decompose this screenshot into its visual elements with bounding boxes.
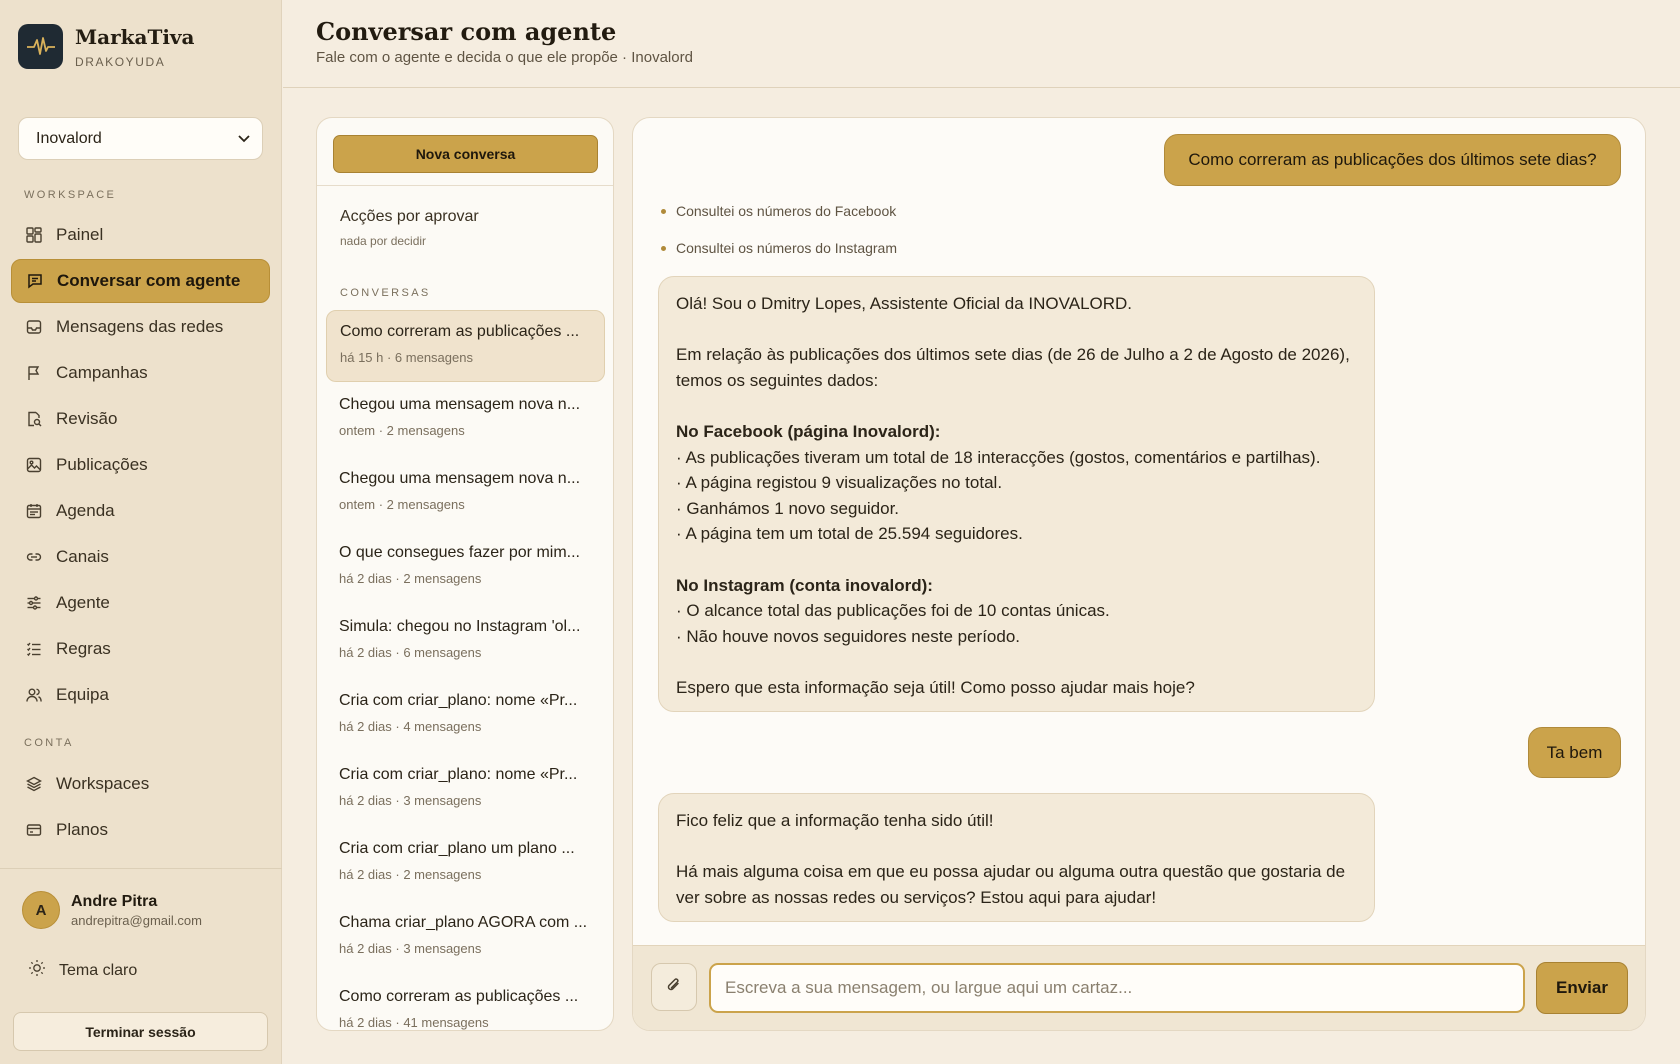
conversation-meta: há 2 dias · 6 mensagens [339,645,482,660]
conversation-item[interactable] [326,902,605,974]
agent-intro: Olá! Sou o Dmitry Lopes, Assistente Oficial da INOVALORD. [676,294,1133,313]
conversation-meta: há 2 dias · 2 mensagens [339,867,482,882]
facebook-point: · As publicações tiveram um total de 18 interacções (gostos, comentários e partilhas). [676,447,1321,467]
message-composer [633,945,1645,1031]
conversation-item[interactable] [326,754,605,826]
conversation-item[interactable] [326,976,605,1031]
sidebar-item-canais[interactable] [11,535,270,579]
conversation-meta: há 2 dias · 4 mensagens [339,719,482,734]
brand-subtitle: DRAKOYUDA [75,54,166,69]
divider [317,185,613,186]
sidebar-item-label: Planos [56,820,108,839]
sidebar-item-label: Conversar com agente [57,271,241,290]
account-section-label: CONTA [24,737,74,749]
agent-reply-line: Há mais alguma coisa em que eu possa ajudar ou alguma outra questão que gostaria de ver sobre as nossas redes ou serviços? Estou aqui para ajudar! [676,862,1346,907]
sliders-icon [25,594,43,612]
sidebar [0,0,282,1064]
user-profile[interactable] [22,891,202,929]
link-icon [25,548,43,566]
conversation-meta: há 2 dias · 3 mensagens [339,941,482,956]
new-conversation-button[interactable]: Nova conversa [333,135,598,173]
conversation-meta: há 2 dias · 2 mensagens [339,571,482,586]
chat-panel [632,117,1646,1031]
send-button[interactable]: Enviar [1536,962,1628,1014]
agent-reply-line: Fico feliz que a informação tenha sido útil! [676,811,994,830]
conversations-section-label: CONVERSAS [340,287,431,299]
bullet-icon [661,246,666,251]
conversation-meta: há 2 dias · 41 mensagens [339,1015,489,1030]
agent-period: Em relação às publicações dos últimos sete dias (de 26 de Julho a 2 de Agosto de 2026), temos os seguintes dados: [676,345,1350,390]
sidebar-item-publicacoes[interactable] [11,443,270,487]
sidebar-item-mensagens[interactable] [11,305,270,349]
page-subtitle: Fale com o agente e decida o que ele propõe · Inovalord [316,49,693,66]
pending-actions-title: Acções por aprovar [340,208,479,225]
brand-name: MarkaTiva [75,24,195,49]
theme-toggle[interactable] [28,959,137,982]
users-icon [25,686,43,704]
conversation-meta: ontem · 2 mensagens [339,497,465,512]
conversation-item[interactable] [326,384,605,456]
conversation-meta: há 15 h · 6 mensagens [340,350,473,365]
agent-message [658,276,1375,712]
sidebar-item-label: Agenda [56,501,115,520]
conversation-meta: há 2 dias · 3 mensagens [339,793,482,808]
sidebar-item-agente[interactable] [11,581,270,625]
sidebar-item-label: Mensagens das redes [56,317,224,336]
conversation-title: Chegou uma mensagem nova n... [339,470,581,487]
workspace-section-label: WORKSPACE [24,189,117,201]
sidebar-item-regras[interactable] [11,627,270,671]
conversation-item[interactable] [326,828,605,900]
tool-step-text: Consultei os números do Instagram [676,240,897,256]
sidebar-item-equipa[interactable] [11,673,270,717]
sidebar-item-label: Campanhas [56,363,148,382]
user-name: Andre Pitra [71,892,158,910]
conversation-item[interactable] [326,310,605,382]
review-icon [25,410,43,428]
image-icon [25,456,43,474]
sidebar-item-label: Revisão [56,409,118,428]
conversation-title: Como correram as publicações ... [339,988,579,1005]
sun-icon [28,959,46,982]
pending-actions[interactable] [340,208,479,248]
sidebar-item-label: Equipa [56,685,109,704]
avatar: A [22,891,60,929]
sidebar-item-painel[interactable] [11,213,270,257]
sidebar-item-label: Regras [56,639,111,658]
bullet-icon [661,209,666,214]
conversations-panel [316,117,614,1031]
instagram-point: · O alcance total das publicações foi de 10 contas únicas. [676,601,1110,621]
sidebar-item-label: Publicações [56,455,148,474]
sidebar-item-workspaces[interactable] [11,762,270,806]
conversation-meta: ontem · 2 mensagens [339,423,465,438]
user-message: Ta bem [1528,727,1621,778]
sidebar-item-label: Painel [56,225,104,244]
user-message: Como correram as publicações dos últimos sete dias? [1164,134,1621,186]
tool-step [661,240,897,256]
tool-step-text: Consultei os números do Facebook [676,203,897,219]
conversation-title: Simula: chegou no Instagram 'ol... [339,618,581,635]
facebook-point: · A página registou 9 visualizações no total. [676,473,1003,493]
conversation-title: Chama criar_plano AGORA com ... [339,914,588,931]
sidebar-item-label: Workspaces [56,774,150,793]
conversation-title: Cria com criar_plano um plano ... [339,840,575,857]
conversation-title: O que consegues fazer por mim... [339,544,580,561]
message-input[interactable] [709,963,1525,1013]
page-title: Conversar com agente [316,17,617,46]
conversation-title: Como correram as publicações ... [340,323,580,340]
conversation-title: Cria com criar_plano: nome «Pr... [339,766,578,783]
dashboard-icon [25,226,43,244]
sidebar-item-planos[interactable] [11,808,270,852]
agent-closing: Espero que esta informação seja útil! Como posso ajudar mais hoje? [676,677,1195,697]
page-header [283,0,1680,88]
sidebar-item-campanhas[interactable] [11,351,270,395]
facebook-point: · A página tem um total de 25.594 seguidores. [676,524,1023,544]
pulse-logo-icon [18,24,63,69]
tool-step [661,203,896,219]
inbox-icon [25,318,43,336]
paperclip-icon [665,976,683,999]
workspace-select-value: Inovalord [36,129,102,147]
conversation-item[interactable] [326,680,605,752]
workspace-select[interactable] [18,117,263,160]
facebook-heading: No Facebook (página Inovalord): [676,421,941,441]
list-icon [25,640,43,658]
agent-message [658,793,1375,922]
conversation-item[interactable] [326,532,605,604]
sidebar-item-conversar[interactable] [11,259,270,303]
instagram-point: · Não houve novos seguidores neste período. [676,626,1021,646]
conversation-item[interactable] [326,458,605,530]
conversation-title: Chegou uma mensagem nova n... [339,396,581,413]
sidebar-item-label: Canais [56,547,109,566]
conversation-title: Cria com criar_plano: nome «Pr... [339,692,578,709]
logout-button[interactable]: Terminar sessão [13,1012,268,1051]
layers-icon [25,775,43,793]
theme-toggle-label: Tema claro [59,961,138,979]
chevron-down-icon [238,130,250,148]
calendar-icon [25,502,43,520]
sidebar-divider [0,868,282,869]
card-icon [25,821,43,839]
sidebar-item-revisao[interactable] [11,397,270,441]
flag-icon [25,364,43,382]
sidebar-item-agenda[interactable] [11,489,270,533]
conversation-item[interactable] [326,606,605,678]
pending-actions-subtitle: nada por decidir [340,234,427,248]
user-email: andrepitra@gmail.com [71,912,202,928]
facebook-point: · Ganhámos 1 novo seguidor. [676,498,900,518]
attach-button[interactable] [651,963,697,1011]
chat-icon [26,272,44,290]
brand[interactable] [18,24,195,69]
instagram-heading: No Instagram (conta inovalord): [676,575,933,595]
sidebar-item-label: Agente [56,593,110,612]
